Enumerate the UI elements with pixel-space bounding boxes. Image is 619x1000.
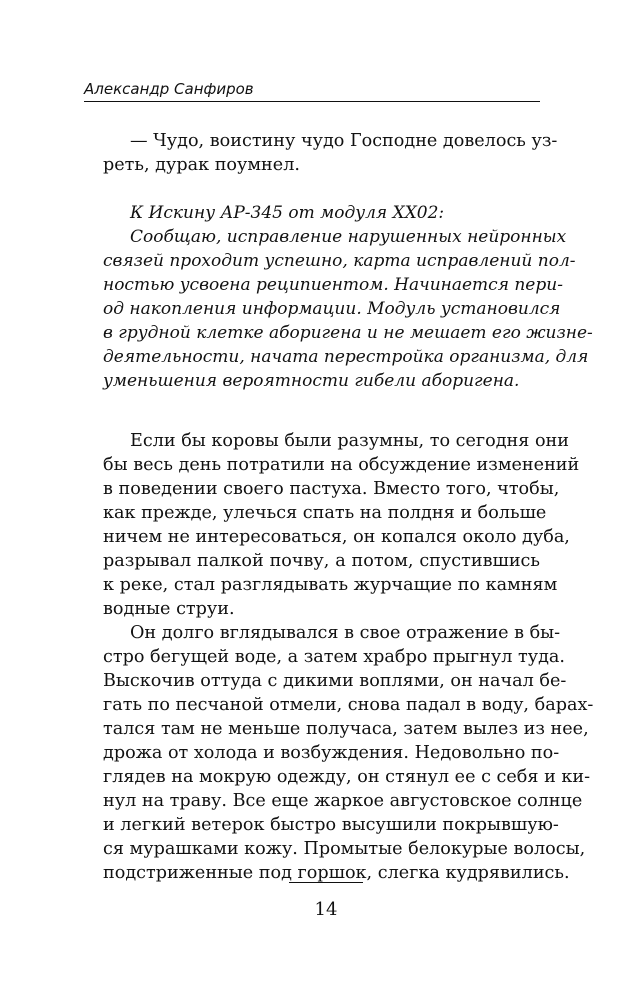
message-line: уменьшения вероятности гибели аборигена. [103, 371, 520, 391]
text-line: реть, дурак поумнел. [103, 155, 300, 175]
text-line: стро бегущей воде, а затем храбро прыгнул туда. [103, 647, 565, 667]
text-line: как прежде, улечься спать на полдня и больше [103, 503, 547, 523]
text-line: и легкий ветерок быстро высушили покрывшую- [103, 815, 559, 835]
text-line: водные струи. [103, 599, 235, 619]
text-line: дрожа от холода и возбуждения. Недовольно по- [103, 743, 560, 763]
text-line: ся мурашками кожу. Промытые белокурые волосы, [103, 839, 586, 859]
message-line: в грудной клетке аборигена и не мешает его жизне- [103, 323, 593, 343]
text-line: ничем не интересоваться, он копался около дуба, [103, 527, 570, 547]
header-rule [84, 101, 540, 102]
text-line: бы весь день потратили на обсуждение изменений [103, 455, 580, 475]
text-line: в поведении своего пастуха. Вместо того, чтобы, [103, 479, 560, 499]
message-line: связей проходит успешно, карта исправлений пол- [103, 251, 576, 271]
text-line: Если бы коровы были разумны, то сегодня они [130, 431, 570, 451]
message-line: ностью усвоена реципиентом. Начинается пери- [103, 275, 563, 295]
page-number: 14 [314, 899, 338, 920]
text-line: гать по песчаной отмели, снова падал в воду, барах- [103, 695, 594, 715]
text-line: к реке, стал разглядывать журчащие по камням [103, 575, 558, 595]
text-line: — Чудо, воистину чудо Господне довелось уз- [130, 131, 558, 151]
text-line: глядев на мокрую одежду, он стянул ее с себя и ки- [103, 767, 591, 787]
text-line: нул на траву. Все еще жаркое августовское солнце [103, 791, 583, 811]
message-line: деятельности, начата перестройка организма, для [103, 347, 589, 367]
text-line: тался там не меньше получаса, затем вылез из нее, [103, 719, 589, 739]
text-line: разрывал палкой почву, а потом, спустившись [103, 551, 540, 571]
text-line: подстриженные под горшок, слегка кудрявились. [103, 863, 570, 883]
footer-rule [289, 882, 363, 883]
message-line: од накопления информации. Модуль установился [103, 299, 561, 319]
text-line: Он долго вглядывался в свое отражение в бы- [130, 623, 561, 643]
message-title: К Искину АР-345 от модуля ХХ02: [130, 203, 445, 223]
message-line: Сообщаю, исправление нарушенных нейронных [130, 227, 567, 247]
running-header-author: Александр Санфиров [84, 80, 254, 98]
text-line: Выскочив оттуда с дикими воплями, он начал бе- [103, 671, 567, 691]
